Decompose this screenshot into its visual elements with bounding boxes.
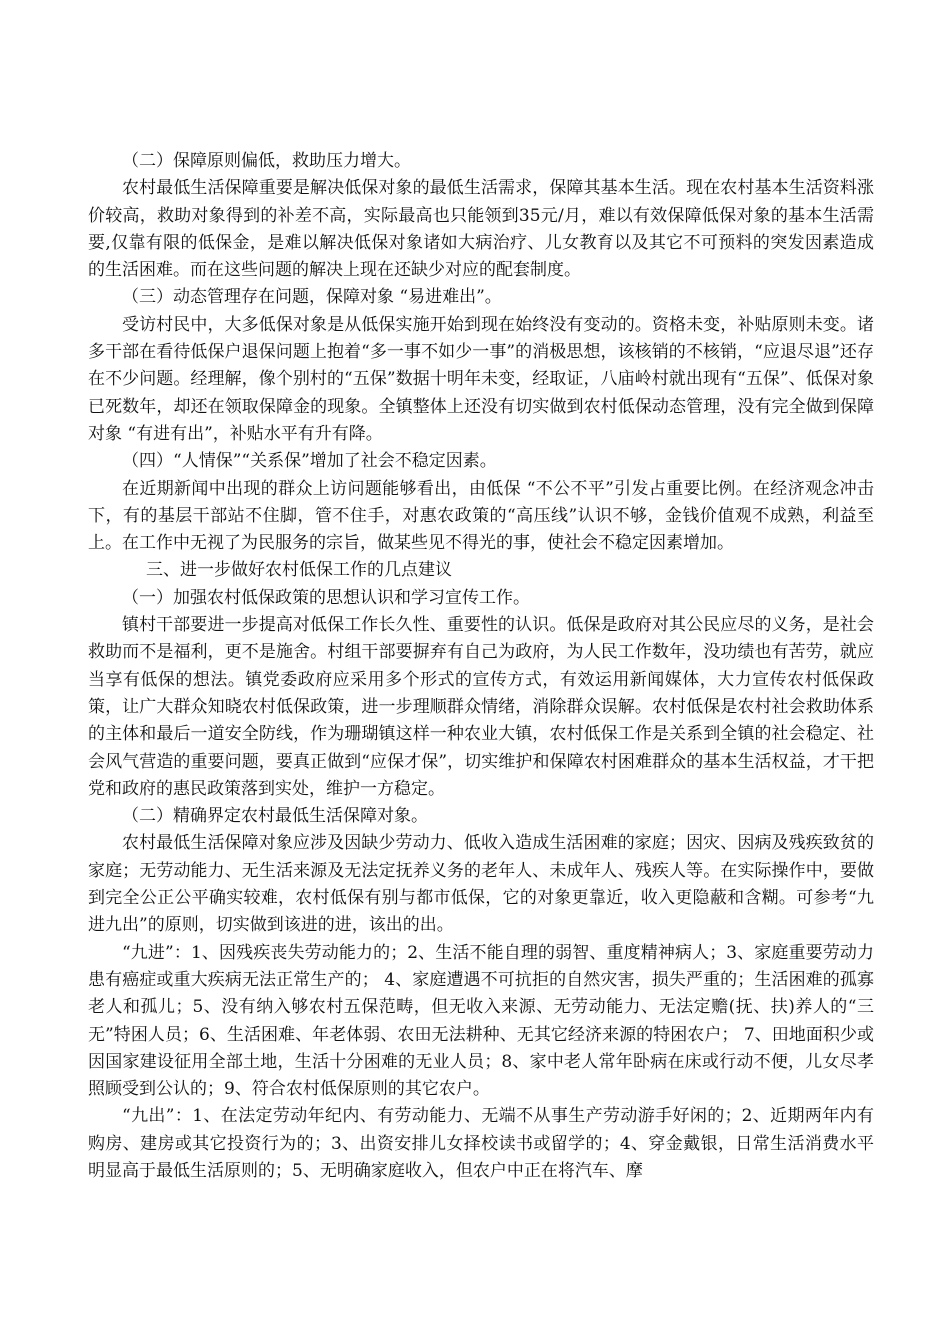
paragraph-define-targets: 农村最低生活保障对象应涉及因缺少劳动力、低收入造成生活困难的家庭；因灾、因病及残疾致贫的家庭；无劳动能力、无生活来源及无法定抚养义务的老年人、未成年人、残疾人等。在实际操作中，要做到完全公正公平确实较难，农村低保有别与都市低保，它的对象更靠近，收入更隐蔽和含糊。可参考“九进九出”的原则，切实做到该进的进，该出的出。 [88, 833, 874, 936]
subheading-3-dynamic-management: （三）动态管理存在问题，保障对象 “易进难出”。 [122, 287, 502, 308]
paragraph-awareness: 镇村干部要进一步提高对低保工作长久性、重要性的认识。低保是政府对其公民应尽的义务，是社会救助而不是福利，更不是施舍。村组干部要摒弃有自己为政府，为人民工作数年，没功绩也有苦劳，就应当享有低保的想法。镇党委政府应采用多个形式的宣传方式，有效运用新闻媒体，大力宣传农村低保政策，让广大群众知晓农村低保政策，进一步理顺群众情绪，消除群众误解。农村低保是农村社会救助体系的主体和最后一道安全防线，作为珊瑚镇这样一种农业大镇，农村低保工作是关系到全镇的社会稳定、社会风气营造的重要问题，要真正做到“应保才保”，切实维护和保障农村困难群众的基本生活权益，才干把党和政府的惠民政策落到实处，维护一方稳定。 [88, 615, 874, 799]
subheading-1-awareness: （一）加强农村低保政策的思想认识和学习宣传工作。 [122, 587, 530, 608]
subheading-2-low-standard: （二）保障原则偏低，救助压力增大。 [122, 151, 411, 171]
paragraph-nine-out: “九出”：1、在法定劳动年纪内、有劳动能力、无端不从事生产劳动游手好闲的；2、近期两年内有购房、建房或其它投资行为的；3、出资安排儿女择校读书或留学的；4、穿金戴银，日常生活消费水平明显高于最低生活原则的；5、无明确家庭收入，但农户中正在将汽车、摩 [88, 1106, 874, 1181]
document-body [88, 148, 874, 1185]
subheading-2-define-targets: （二）精确界定农村最低生活保障对象。 [122, 806, 428, 827]
paragraph-nine-in: “九进”：1、因残疾丧失劳动能力的；2、生活不能自理的弱智、重度精神病人；3、家庭重要劳动力患有癌症或重大疾病无法正常生产的； 4、家庭遭遇不可抗拒的自然灾害，损失严重的；生活困难的孤寡老人和孤儿；5、没有纳入够农村五保范畴，但无收入来源、无劳动能力、无法定赡(抚、扶)养人的“三无”特困人员；6、生活困难、年老体弱、农田无法耕种、无其它经济来源的特困农户； 7、田地面积少或因国家建设征用全部土地，生活十分困难的无业人员；8、家中老人常年卧病在床或行动不便，儿女尽孝照顾受到公认的；9、符合农村低保原则的其它农户。 [88, 942, 874, 1100]
paragraph-favoritism: 在近期新闻中出现的群众上访问题能够看出，由低保 “不公不平”引发占重要比例。在经济观念冲击下，有的基层干部站不住脚，管不住手，对惠农政策的“高压线”认识不够，金钱价值观不成熟，利益至上。在工作中无视了为民服务的宗旨，做某些见不得光的事，使社会不稳定因素增加。 [88, 478, 874, 554]
subheading-4-favoritism: （四）“人情保”“关系保”增加了社会不稳定因素。 [122, 451, 497, 472]
paragraph-dynamic-management: 受访村民中，大多低保对象是从低保实施开始到现在始终没有变动的。资格未变，补贴原则未变。诸多干部在看待低保户退保问题上抱着“多一事不如少一事”的消极思想，该核销的不核销，“应退尽退”还存在不少问题。经理解，像个别村的“五保”数据十明年未变，经取证，八庙岭村就出现有“五保”、低保对象已死数年，却还在领取保障金的现象。全镇整体上还没有切实做到农村低保动态管理，没有完全做到保障对象 “有进有出”，补贴水平有升有降。 [88, 314, 874, 444]
paragraph-low-standard: 农村最低生活保障重要是解决低保对象的最低生活需求，保障其基本生活。现在农村基本生活资料涨价较高，救助对象得到的补差不高，实际最高也只能领到35元/月，难以有效保障低保对象的基本生活需要,仅靠有限的低保金，是难以解决低保对象诸如大病治疗、儿女教育以及其它不可预料的突发因素造成的生活困难。而在这些问题的解决上现在还缺少对应的配套制度。 [88, 178, 874, 281]
section-heading-3-suggestions: 三、进一步做好农村低保工作的几点建议 [146, 560, 452, 581]
